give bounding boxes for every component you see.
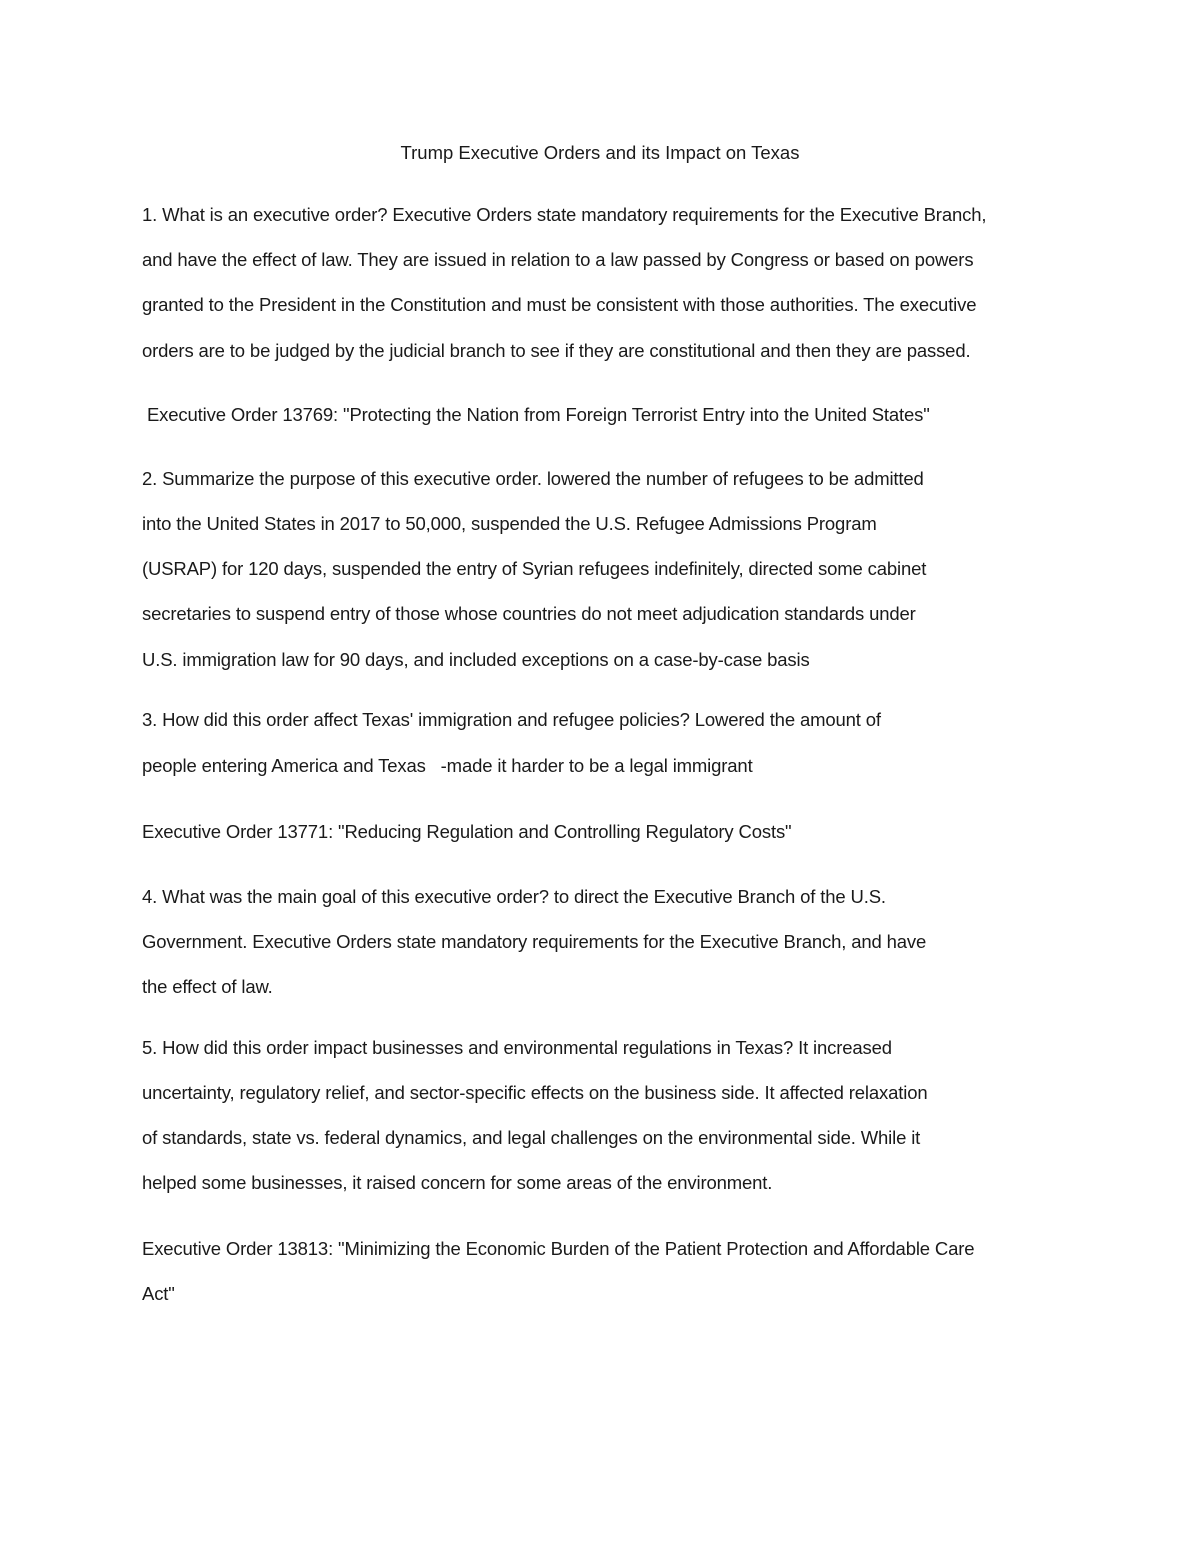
- eo-13771-heading: Executive Order 13771: "Reducing Regulation and Controlling Regulatory Costs": [142, 821, 792, 842]
- eo-13813-heading-line-1: Executive Order 13813: "Minimizing the Economic Burden of the Patient Protection and Affordable Care: [142, 1238, 975, 1259]
- q2-line-4: secretaries to suspend entry of those whose countries do not meet adjudication standards under: [142, 603, 916, 624]
- q5-line-3: of standards, state vs. federal dynamics, and legal challenges on the environmental side. While it: [142, 1127, 921, 1148]
- q5-line-2: uncertainty, regulatory relief, and sector-specific effects on the business side. It affected relaxation: [142, 1082, 928, 1103]
- q2-line-5: U.S. immigration law for 90 days, and included exceptions on a case-by-case basis: [142, 649, 810, 670]
- q4-line-3: the effect of law.: [142, 976, 273, 997]
- document-title: Trump Executive Orders and its Impact on Texas: [400, 142, 800, 163]
- q5-line-1: 5. How did this order impact businesses and environmental regulations in Texas? It increased: [142, 1037, 892, 1058]
- q1-line-1: 1. What is an executive order? Executive Orders state mandatory requirements for the Executive Branch,: [142, 204, 987, 225]
- q2-line-1: 2. Summarize the purpose of this executive order. lowered the number of refugees to be admitted: [142, 468, 924, 489]
- q5-line-4: helped some businesses, it raised concern for some areas of the environment.: [142, 1172, 773, 1193]
- eo-13769-heading: Executive Order 13769: "Protecting the Nation from Foreign Terrorist Entry into the United States": [142, 404, 930, 425]
- q4-line-2: Government. Executive Orders state mandatory requirements for the Executive Branch, and have: [142, 931, 927, 952]
- q1-line-2: and have the effect of law. They are issued in relation to a law passed by Congress or based on powers: [142, 249, 974, 270]
- q1-line-4: orders are to be judged by the judicial branch to see if they are constitutional and then they are passed.: [142, 340, 971, 361]
- q4-line-1: 4. What was the main goal of this executive order? to direct the Executive Branch of the U.S.: [142, 886, 886, 907]
- q1-line-3: granted to the President in the Constitution and must be consistent with those authorities. The executive: [142, 294, 977, 315]
- q3-line-2: people entering America and Texas -made it harder to be a legal immigrant: [142, 755, 753, 776]
- q2-line-2: into the United States in 2017 to 50,000, suspended the U.S. Refugee Admissions Program: [142, 513, 877, 534]
- eo-13813-heading-line-2: Act": [142, 1283, 175, 1304]
- q2-line-3: (USRAP) for 120 days, suspended the entry of Syrian refugees indefinitely, directed some cabinet: [142, 558, 927, 579]
- q3-line-1: 3. How did this order affect Texas' immigration and refugee policies? Lowered the amount of: [142, 709, 881, 730]
